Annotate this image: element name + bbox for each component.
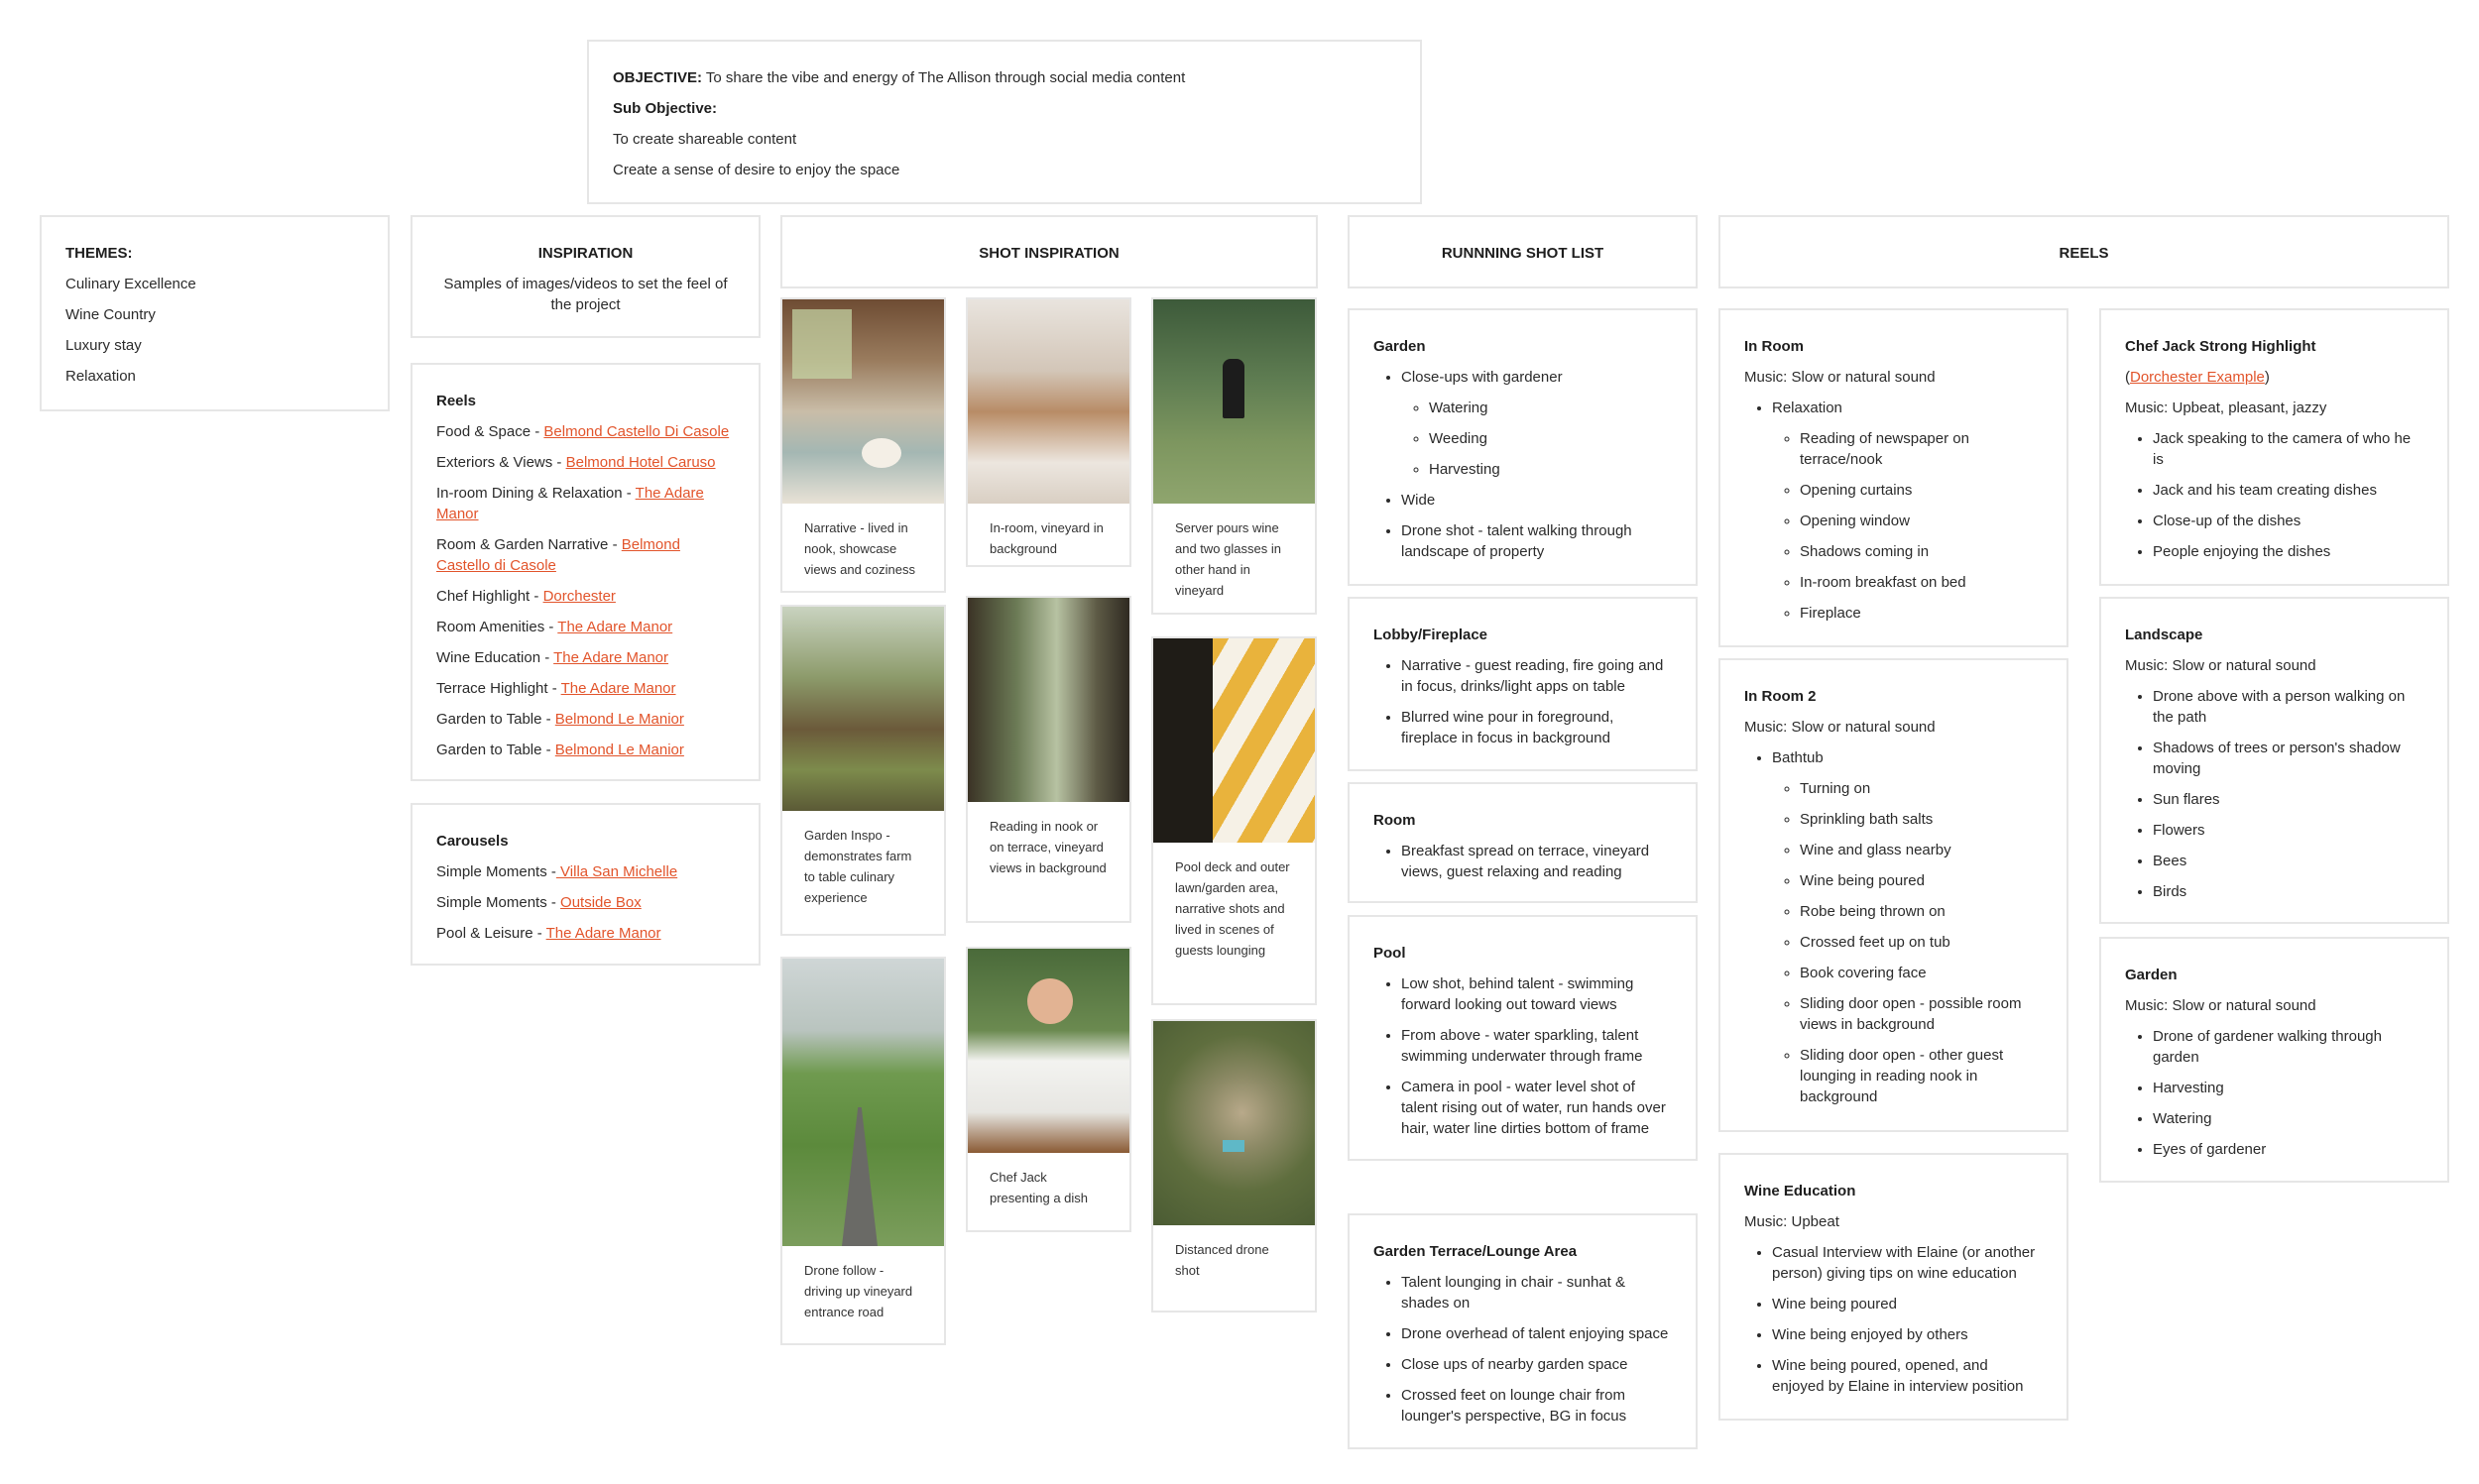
theme-item: Wine Country: [65, 306, 156, 323]
reel-item: • Sun flares: [2153, 789, 2423, 810]
reel-sub-item: ◦ Crossed feet up on tub: [1800, 932, 2043, 953]
objective-text: To share the vibe and energy of The Allison through social media content: [702, 69, 1186, 86]
objective-line: [613, 67, 1396, 88]
reel-link[interactable]: Belmond Castello di Casole: [436, 536, 680, 574]
reels-links-card: [411, 363, 761, 781]
shot-list-lobby-card: [1348, 597, 1698, 771]
reel-garden-card: [2099, 937, 2449, 1183]
reel-link-item: In-room Dining & Relaxation - The Adare Manor: [436, 485, 704, 522]
reel-sub-item: ◦ Sprinkling bath salts: [1800, 809, 2043, 830]
reel-item: • Casual Interview with Elaine (or another person) giving tips on wine education: [1772, 1242, 2043, 1284]
shot-list-garden-card: [1348, 308, 1698, 586]
reel-item: • Close-up of the dishes: [2153, 511, 2423, 531]
reel-sub-item: ◦ Fireplace: [1800, 603, 2043, 624]
shot-item: • Wide: [1401, 490, 1672, 511]
reel-item: • Harvesting: [2153, 1078, 2423, 1098]
themes-card: [40, 215, 390, 411]
reel-sub-item: ◦ In-room breakfast on bed: [1800, 572, 2043, 593]
reel-in-room-card: [1718, 308, 2068, 647]
chef-jack-photo: [968, 949, 1129, 1153]
section-title: Wine Education: [1744, 1183, 1856, 1199]
section-title: In Room 2: [1744, 688, 1817, 705]
shot-card[interactable]: [966, 596, 1131, 923]
shot-list-title: RUNNNING SHOT LIST: [1441, 245, 1604, 262]
objective-label: OBJECTIVE:: [613, 69, 703, 86]
carousel-link-item: Simple Moments - Outside Box: [436, 894, 642, 911]
shot-list-room-card: [1348, 782, 1698, 903]
shot-sub-item: ◦ Weeding: [1429, 428, 1672, 449]
theme-item: Luxury stay: [65, 337, 142, 354]
shot-item: • Camera in pool - water level shot of talent rising out of water, run hands over hair, water line dirties bottom of frame: [1401, 1077, 1672, 1139]
reel-item: • Jack and his team creating dishes: [2153, 480, 2423, 501]
section-title: Garden Terrace/Lounge Area: [1373, 1243, 1578, 1260]
section-title: Garden: [1373, 338, 1426, 355]
reel-sub-item: ◦ Wine and glass nearby: [1800, 840, 2043, 860]
carousel-link[interactable]: Villa San Michelle: [555, 863, 678, 880]
reel-item: • Wine being poured, opened, and enjoyed by Elaine in interview position: [1772, 1355, 2043, 1397]
shot-inspiration-title: SHOT INSPIRATION: [979, 245, 1120, 262]
reel-link[interactable]: Belmond Castello Di Casole: [543, 423, 730, 440]
dorchester-example-link[interactable]: Dorchester Example: [2130, 369, 2265, 386]
reels-title: REELS: [2059, 245, 2109, 262]
section-title: Pool: [1373, 945, 1406, 962]
themes-title: THEMES:: [65, 245, 133, 262]
reel-sub-item: ◦ Book covering face: [1800, 963, 2043, 983]
reel-link-item: Food & Space - Belmond Castello Di Casole: [436, 423, 730, 440]
shot-card[interactable]: [1151, 297, 1317, 615]
shot-item: • Close-ups with gardener ◦ Watering ◦ Weeding ◦ Harvesting: [1401, 367, 1672, 480]
reading-nook-photo: [968, 598, 1129, 802]
shot-card[interactable]: [1151, 1019, 1317, 1313]
objective-card: [587, 40, 1422, 204]
shot-card[interactable]: [780, 605, 946, 936]
reel-item: • Flowers: [2153, 820, 2423, 841]
reel-link-item: Garden to Table - Belmond Le Manior: [436, 711, 684, 728]
reel-link-item: Exteriors & Views - Belmond Hotel Caruso: [436, 454, 716, 471]
in-room-vineyard-photo: [968, 299, 1129, 504]
theme-item: Relaxation: [65, 368, 136, 385]
section-title: Lobby/Fireplace: [1373, 627, 1488, 643]
reel-link[interactable]: Dorchester: [542, 588, 616, 605]
shot-list-terrace-card: [1348, 1213, 1698, 1449]
section-title: Garden: [2125, 967, 2178, 983]
reel-item: • Wine being poured: [1772, 1294, 2043, 1314]
reels-links-title: Reels: [436, 393, 477, 409]
shot-item: • Blurred wine pour in foreground, fireplace in focus in background: [1401, 707, 1672, 748]
carousels-card: [411, 803, 761, 966]
shot-caption: Chef Jack presenting a dish: [990, 1170, 1089, 1205]
shot-card[interactable]: [966, 947, 1131, 1232]
reel-sub-item: ◦ Shadows coming in: [1800, 541, 2043, 562]
carousel-link-item: Simple Moments - Villa San Michelle: [436, 863, 678, 880]
shot-item: • Breakfast spread on terrace, vineyard views, guest relaxing and reading: [1401, 841, 1672, 882]
shot-caption: In-room, vineyard in background: [990, 520, 1104, 556]
reel-item: • Birds: [2153, 881, 2423, 902]
reel-link-item: Room Amenities - The Adare Manor: [436, 619, 673, 635]
section-title: Landscape: [2125, 627, 2203, 643]
inspiration-title: INSPIRATION: [537, 245, 634, 262]
reel-item: • Relaxation ◦ Reading of newspaper on terrace/nook ◦ Opening curtains ◦ Opening window ◦ Shadows coming in ◦ In-room breakfast on bed ◦ Fireplace: [1772, 398, 2043, 624]
reel-sub-item: ◦ Sliding door open - possible room views in background: [1800, 993, 2043, 1035]
reel-sub-item: ◦ Opening curtains: [1800, 480, 2043, 501]
sub-objective-label: Sub Objective:: [613, 100, 718, 117]
pool-deck-photo: [1153, 638, 1315, 843]
reel-link[interactable]: Belmond Le Manior: [554, 711, 684, 728]
shot-item: • Drone shot - talent walking through landscape of property: [1401, 520, 1672, 562]
reel-item: • Jack speaking to the camera of who he is: [2153, 428, 2423, 470]
shot-item: • Narrative - guest reading, fire going and in focus, drinks/light apps on table: [1401, 655, 1672, 697]
reel-item: • Wine being enjoyed by others: [1772, 1324, 2043, 1345]
shot-list-header-card: [1348, 215, 1698, 288]
shot-item: • Drone overhead of talent enjoying space: [1401, 1323, 1672, 1344]
reel-sub-item: ◦ Reading of newspaper on terrace/nook: [1800, 428, 2043, 470]
shot-caption: Narrative - lived in nook, showcase views and coziness: [804, 520, 915, 577]
shot-item: • Low shot, behind talent - swimming forward looking out toward views: [1401, 973, 1672, 1015]
drone-estate-photo: [1153, 1021, 1315, 1225]
music-note: Music: Slow or natural sound: [2125, 657, 2316, 674]
shot-inspiration-header-card: [780, 215, 1318, 288]
shot-caption: Distanced drone shot: [1175, 1242, 1269, 1278]
music-note: Music: Upbeat: [1744, 1213, 1839, 1230]
reel-link[interactable]: The Adare Manor: [553, 649, 669, 666]
shot-card[interactable]: [780, 957, 946, 1345]
music-note: Music: Slow or natural sound: [1744, 719, 1936, 736]
shot-card[interactable]: [780, 297, 946, 593]
reel-sub-item: ◦ Opening window: [1800, 511, 2043, 531]
reel-item: • Bees: [2153, 851, 2423, 871]
shot-card[interactable]: [966, 297, 1131, 567]
reel-link[interactable]: Belmond Hotel Caruso: [565, 454, 716, 471]
theme-item: Culinary Excellence: [65, 276, 196, 292]
reel-link-item: Wine Education - The Adare Manor: [436, 649, 669, 666]
vineyard-server-photo: [1153, 299, 1315, 504]
reel-chef-card: [2099, 308, 2449, 586]
shot-caption: Server pours wine and two glasses in other hand in vineyard: [1175, 520, 1281, 598]
shot-caption: Pool deck and outer lawn/garden area, narrative shots and lived in scenes of guests lounging: [1175, 859, 1290, 958]
carousel-link[interactable]: Outside Box: [560, 894, 642, 911]
reel-wine-education-card: [1718, 1153, 2068, 1421]
section-title: Room: [1373, 812, 1416, 829]
reel-link[interactable]: The Adare Manor: [560, 680, 676, 697]
reel-sub-item: ◦ Sliding door open - other guest lounging in reading nook in background: [1800, 1045, 2043, 1107]
shot-sub-item: ◦ Watering: [1429, 398, 1672, 418]
carousels-title: Carousels: [436, 833, 509, 850]
reel-item: • Drone of gardener walking through garden: [2153, 1026, 2423, 1068]
section-title: In Room: [1744, 338, 1804, 355]
music-note: Music: Slow or natural sound: [2125, 997, 2316, 1014]
shot-caption: Reading in nook or on terrace, vineyard views in background: [990, 819, 1107, 875]
sub-objective-item: Create a sense of desire to enjoy the space: [613, 162, 900, 178]
music-note: Music: Upbeat, pleasant, jazzy: [2125, 400, 2327, 416]
reel-landscape-card: [2099, 597, 2449, 924]
inspiration-subtitle: Samples of images/videos to set the feel of the project: [443, 276, 728, 313]
drone-road-photo: [782, 959, 944, 1246]
reel-link[interactable]: Belmond Le Manior: [554, 742, 684, 758]
shot-sub-item: ◦ Harvesting: [1429, 459, 1672, 480]
cozy-nook-photo: [782, 299, 944, 504]
reel-link-item: Room & Garden Narrative - Belmond Castello di Casole: [436, 536, 680, 574]
inspiration-header-card: [411, 215, 761, 338]
sub-objective-item: To create shareable content: [613, 131, 797, 148]
section-title: Chef Jack Strong Highlight: [2125, 338, 2316, 355]
reel-sub-item: ◦ Robe being thrown on: [1800, 901, 2043, 922]
reel-in-room-2-card: [1718, 658, 2068, 1132]
reel-link-item: Terrace Highlight - The Adare Manor: [436, 680, 676, 697]
shot-caption: Drone follow - driving up vineyard entrance road: [804, 1263, 913, 1319]
reel-item: • People enjoying the dishes: [2153, 541, 2423, 562]
reel-link-item: Garden to Table - Belmond Le Manior: [436, 742, 684, 758]
shot-card[interactable]: [1151, 636, 1317, 1005]
carousel-link-item: Pool & Leisure - The Adare Manor: [436, 925, 661, 942]
chef-example-line: (Dorchester Example): [2125, 369, 2270, 386]
reels-header-card: [1718, 215, 2449, 288]
music-note: Music: Slow or natural sound: [1744, 369, 1936, 386]
shot-item: • From above - water sparkling, talent swimming underwater through frame: [1401, 1025, 1672, 1067]
reel-item: • Drone above with a person walking on the path: [2153, 686, 2423, 728]
reel-sub-item: ◦ Turning on: [1800, 778, 2043, 799]
shot-item: • Crossed feet on lounge chair from lounger's perspective, BG in focus: [1401, 1385, 1672, 1427]
reel-item: • Shadows of trees or person's shadow moving: [2153, 738, 2423, 779]
garden-inspo-photo: [782, 607, 944, 811]
shot-list-pool-card: [1348, 915, 1698, 1161]
shot-caption: Garden Inspo - demonstrates farm to table culinary experience: [804, 828, 912, 905]
reel-item: • Watering: [2153, 1108, 2423, 1129]
reel-sub-item: ◦ Wine being poured: [1800, 870, 2043, 891]
shot-item: • Close ups of nearby garden space: [1401, 1354, 1672, 1375]
reel-link[interactable]: The Adare Manor: [557, 619, 673, 635]
reel-link-item: Chef Highlight - Dorchester: [436, 588, 616, 605]
shot-item: • Talent lounging in chair - sunhat & shades on: [1401, 1272, 1672, 1313]
reel-link[interactable]: The Adare Manor: [436, 485, 704, 522]
carousel-link[interactable]: The Adare Manor: [545, 925, 661, 942]
reel-item: • Eyes of gardener: [2153, 1139, 2423, 1160]
reel-item: • Bathtub ◦ Turning on ◦ Sprinkling bath salts ◦ Wine and glass nearby ◦ Wine being poured ◦ Robe being thrown on ◦ Crossed feet up on tub ◦ Book covering face ◦ Sliding door open - possible room views in background ◦ Sliding door open - other guest lounging in reading nook in background: [1772, 747, 2043, 1107]
